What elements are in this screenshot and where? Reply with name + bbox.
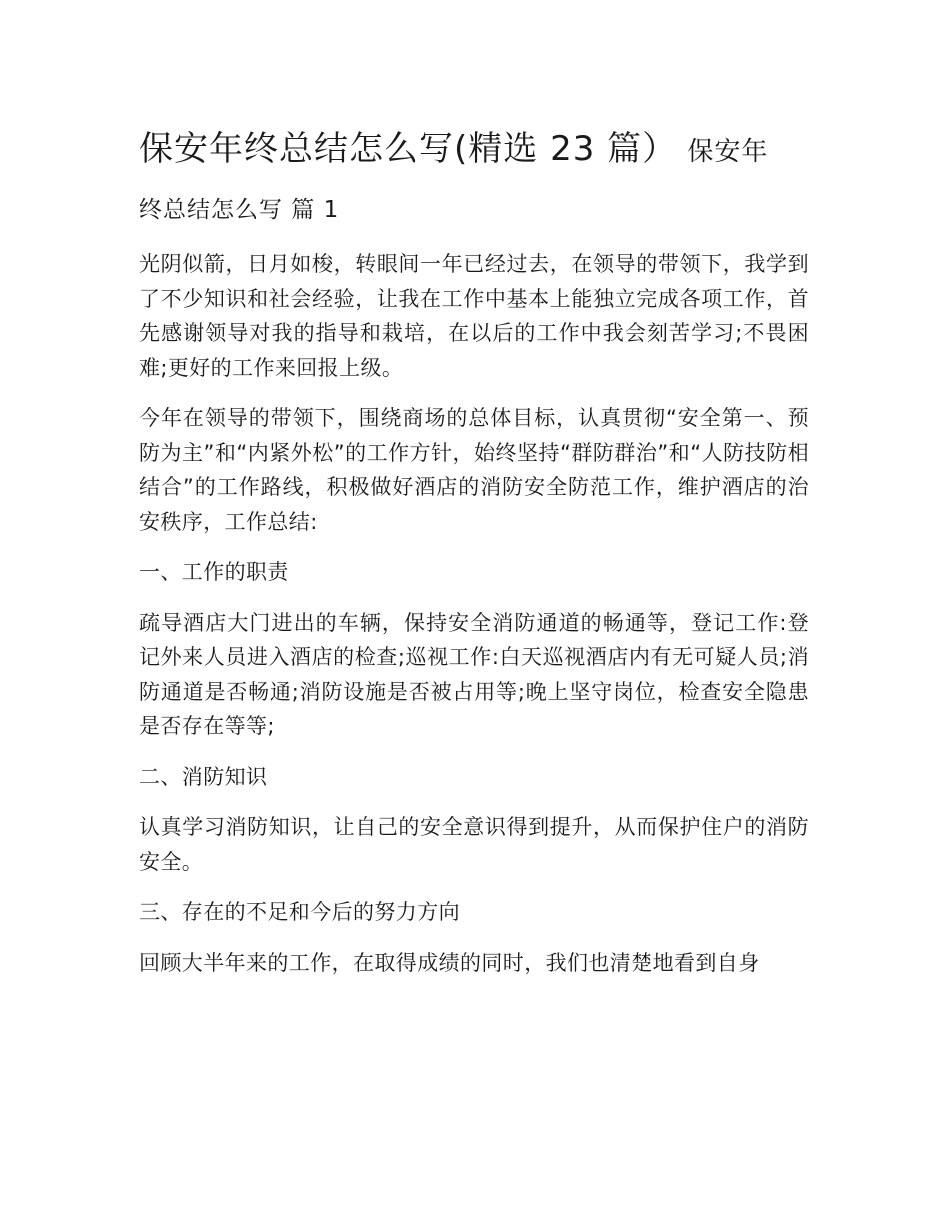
document-title: [139, 120, 809, 181]
title-main: 保安年终总结怎么写(精选 23 篇）: [139, 129, 678, 169]
paragraph-overview: 今年在领导的带领下，围绕商场的总体目标，认真贯彻“安全第一、预防为主”和“内紧外松”的工作方针，始终坚持“群防群治”和“人防技防相结合”的工作路线，积极做好酒店的消防安全防范工作，维护酒店的治安秩序，工作总结:: [139, 406, 809, 534]
title-continuation: 终总结怎么写 篇 1: [139, 197, 340, 223]
section-heading-shortcomings: 三、存在的不足和今后的努力方向: [139, 900, 460, 924]
paragraph-shortcomings: 回顾大半年来的工作，在取得成绩的同时，我们也清楚地看到自身: [139, 950, 760, 975]
paragraph-intro: 光阴似箭，日月如梭，转眼间一年已经过去，在领导的带领下，我学到了不少知识和社会经验，让我在工作中基本上能独立完成各项工作，首先感谢领导对我的指导和栽培，在以后的工作中我会刻苦学习;不畏困难;更好的工作来回报上级。: [139, 252, 809, 380]
paragraph-duties: 疏导酒店大门进出的车辆，保持安全消防通道的畅通等，登记工作:登记外来人员进入酒店的检查;巡视工作:白天巡视酒店内有无可疑人员;消防通道是否畅通;消防设施是否被占用等;晚上坚守岗位，检查安全隐患是否存在等等;: [139, 610, 809, 738]
title-sub: 保安年: [687, 137, 769, 167]
section-heading-fire-knowledge: 二、消防知识: [139, 764, 268, 789]
paragraph-fire-knowledge: 认真学习消防知识，让自己的安全意识得到提升，从而保护住户的消防安全。: [139, 815, 809, 874]
document-page: [139, 120, 809, 996]
section-heading-duties: 一、工作的职责: [139, 560, 289, 584]
